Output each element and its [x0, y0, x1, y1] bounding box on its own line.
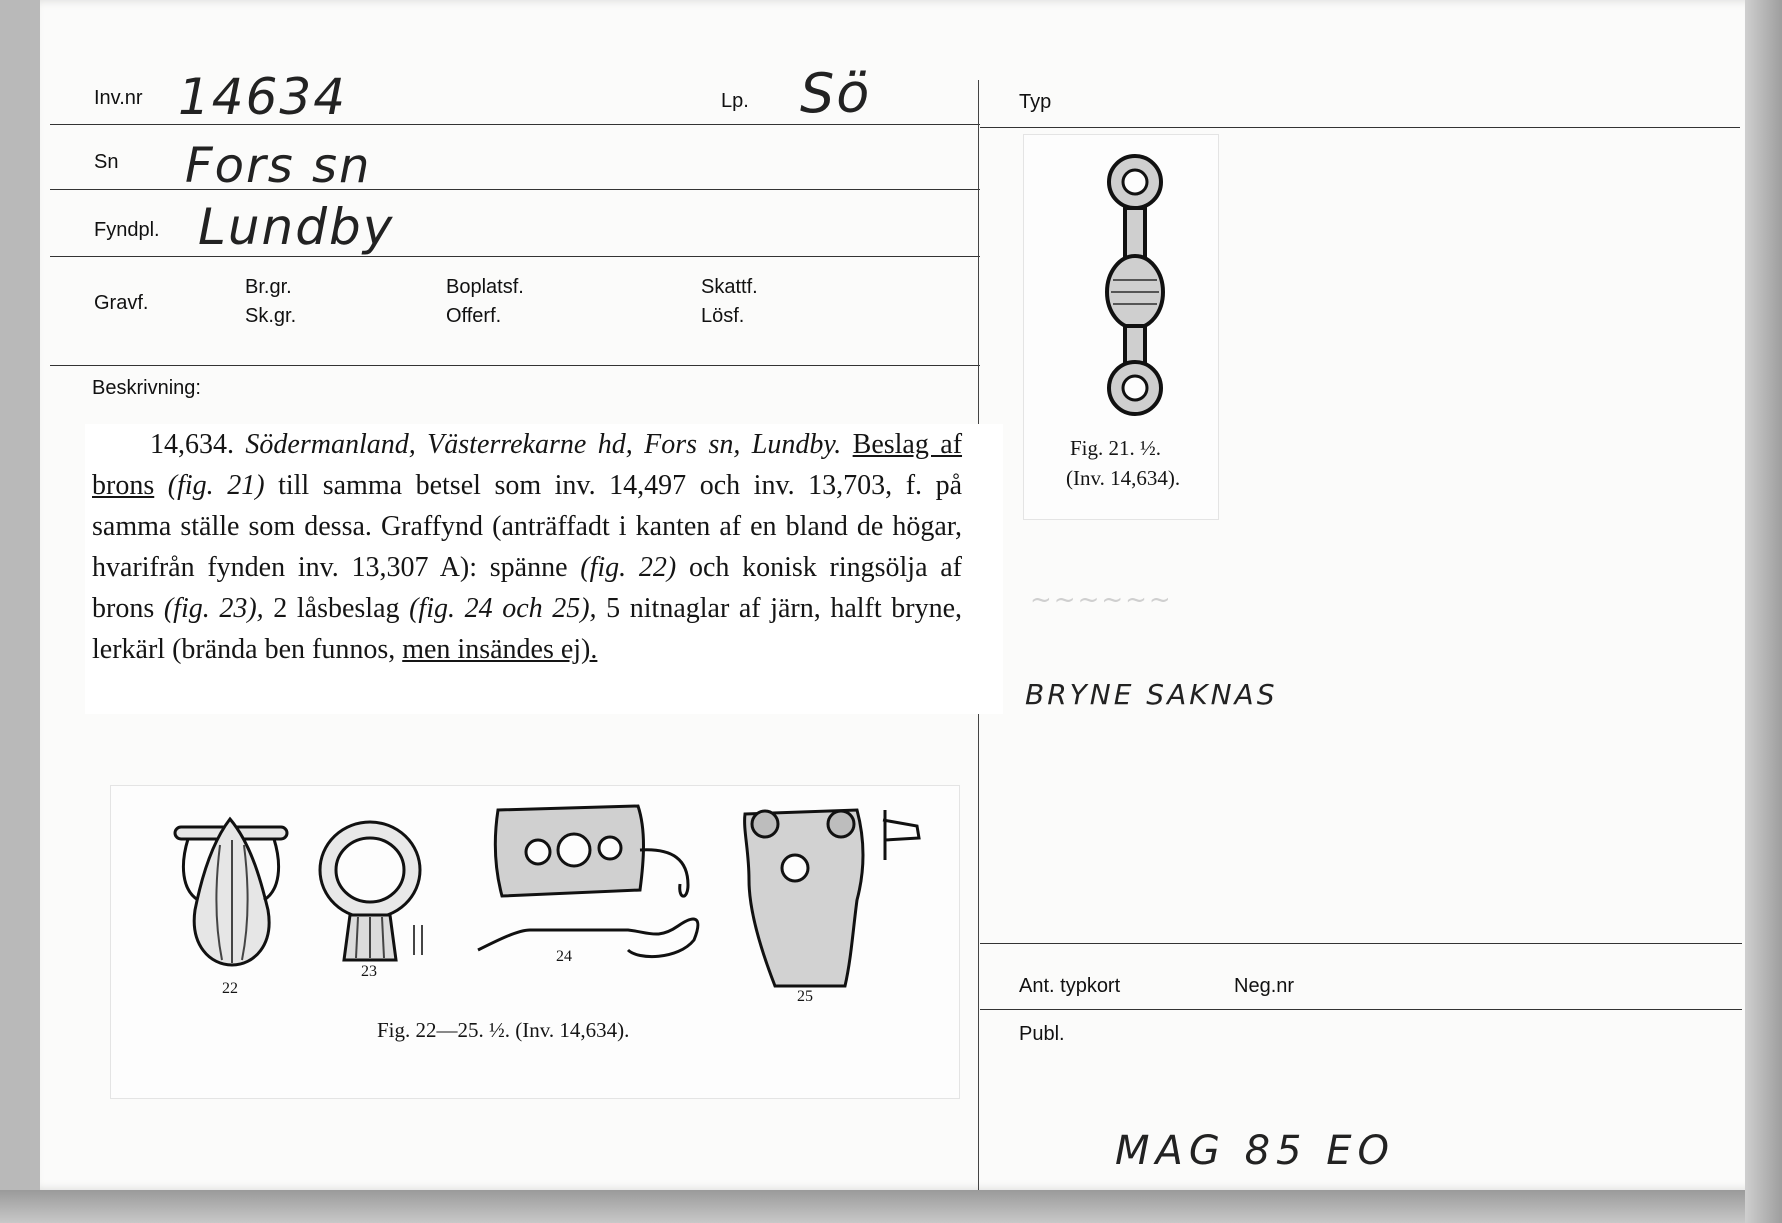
faded-note: ~~~~~~ — [1030, 585, 1173, 615]
sn-label: Sn — [94, 151, 119, 173]
fig21-caption-b: (Inv. 14,634). — [1066, 466, 1181, 490]
fig23-ring-buckle-drawing — [310, 815, 440, 975]
publ-label: Publ. — [1019, 1023, 1065, 1045]
desc-fig23: (fig. 23), — [163, 593, 264, 624]
desc-part-c: och konisk ringsölja af brons — [92, 552, 962, 624]
fig21-caption-a: Fig. 21. ½. — [1070, 436, 1162, 460]
sn-value: Fors sn — [185, 138, 372, 194]
label-22: 22 — [222, 980, 238, 997]
desc-part-d: 2 låsbeslag — [273, 593, 400, 624]
rule-ant-typkort — [980, 943, 1742, 944]
rule-typ — [980, 127, 1740, 128]
desc-part-b: till samma betsel som inv. 14,497 och inv. 13,703, f. på samma ställe som dessa. Graffynd (anträffadt i kanten af en bland de högar, hvarifrån fynden inv. 13,307 A): spänne — [92, 470, 963, 583]
fig22-buckle-drawing — [170, 815, 300, 985]
fyndpl-label: Fyndpl. — [94, 219, 160, 241]
skattf-label: Skattf. — [701, 276, 758, 298]
desc-part-e: 5 nitnaglar af järn, halft bryne, lerkärl (brända ben funnos, — [92, 593, 963, 665]
desc-part-f: men insändes ej). — [402, 634, 598, 665]
scan-edge-right — [1745, 0, 1782, 1223]
fig25-lock-plate-drawing — [735, 800, 925, 1000]
description-text — [92, 424, 962, 670]
neg-nr-label: Neg.nr — [1234, 975, 1295, 997]
rule-gravf — [50, 365, 980, 366]
fig24-lock-mount-drawing — [458, 800, 708, 970]
fig24-hook — [478, 919, 698, 957]
lp-value: Sö — [800, 62, 872, 125]
fig25-profile — [883, 810, 919, 860]
label-24: 24 — [556, 948, 572, 965]
bryne-note: BRYNE SAKNAS — [1025, 678, 1278, 711]
desc-part-a: Beslag af brons — [92, 429, 963, 501]
rule-publ — [980, 1009, 1742, 1010]
desc-fig21: (fig. 21) — [167, 470, 265, 501]
desc-place: Södermanland, Västerrekarne hd, Fors sn, Lundby. — [245, 429, 842, 460]
desc-fig22: (fig. 22) — [580, 552, 677, 583]
fig21-stem-top — [1125, 208, 1145, 260]
ant-typkort-label: Ant. typkort — [1019, 975, 1121, 997]
boplatsf-label: Boplatsf. — [446, 276, 524, 298]
inv-label: Inv.nr — [94, 87, 143, 109]
fyndpl-value: Lundby — [198, 198, 395, 256]
fig21-bridle-mount-drawing — [1085, 150, 1185, 410]
beskrivning-label: Beskrivning: — [92, 377, 201, 399]
sk-gr-label: Sk.gr. — [245, 305, 297, 327]
fig22-25-caption: Fig. 22—25. ½. (Inv. 14,634). — [377, 1018, 630, 1042]
gravf-label: Gravf. — [94, 292, 149, 314]
desc-fig24-25: (fig. 24 och 25), — [409, 593, 597, 624]
typ-label: Typ — [1019, 91, 1052, 113]
rule-fyndpl — [50, 256, 980, 257]
br-gr-label: Br.gr. — [245, 276, 292, 298]
scan-edge-bottom — [0, 1190, 1782, 1223]
inv-value: 14634 — [178, 68, 348, 126]
losf-label: Lösf. — [701, 305, 745, 327]
desc-number: 14,634. — [150, 429, 234, 460]
lp-label: Lp. — [721, 90, 749, 112]
label-25: 25 — [797, 988, 813, 1005]
offerf-label: Offerf. — [446, 305, 502, 327]
bottom-note: MAG 85 EO — [1115, 1128, 1395, 1174]
label-23: 23 — [361, 963, 377, 980]
